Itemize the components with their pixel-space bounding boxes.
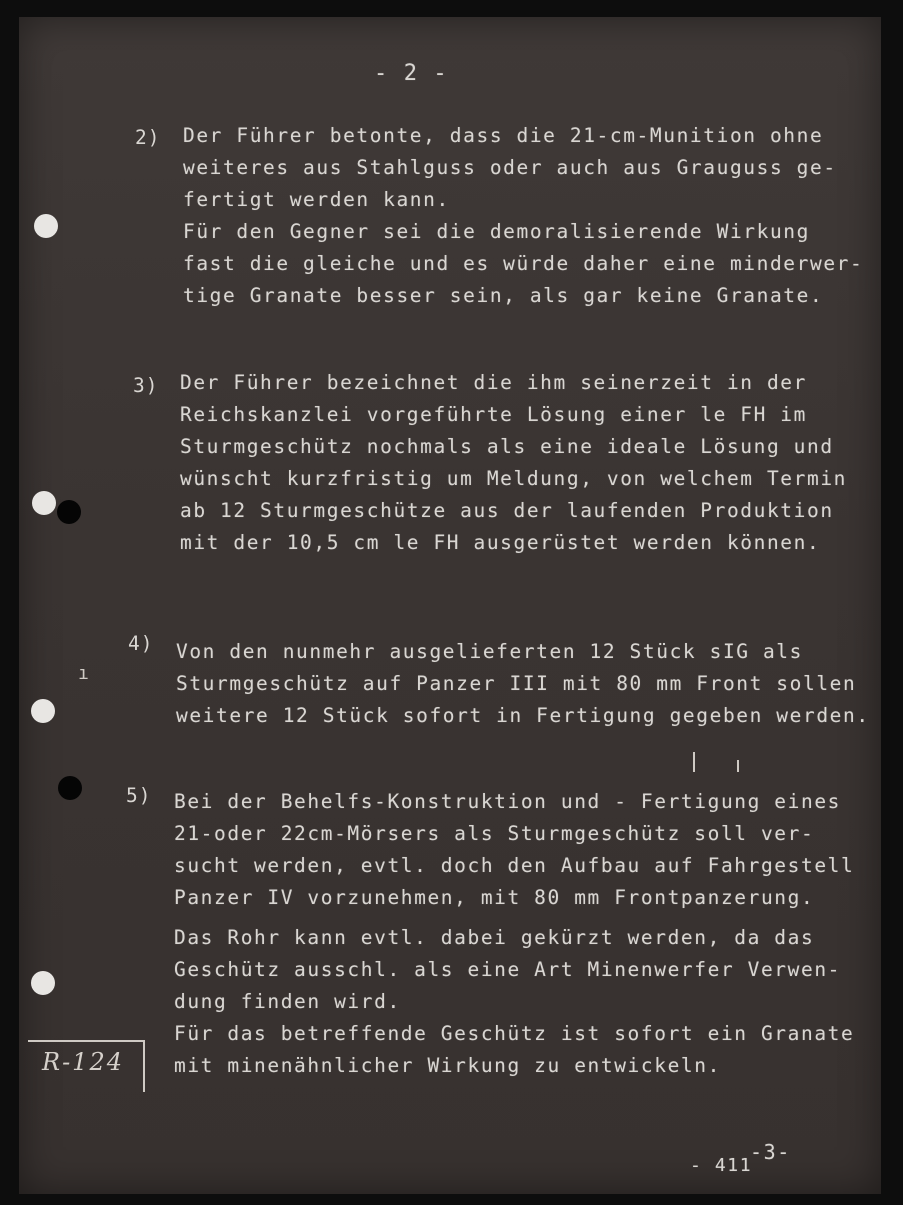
item-number: 2) [135,126,161,149]
text-line: sucht werden, evtl. doch den Aufbau auf Fahrgestell [174,854,855,877]
text-line: Sturmgeschütz auf Panzer III mit 80 mm Front sollen [176,672,857,695]
punch-hole [32,491,56,515]
item-2-paragraph [183,120,863,312]
text-line: Bei der Behelfs-Konstruktion und - Fertigung eines [174,790,841,813]
text-line: fast die gleiche und es würde daher eine minderwer- [183,252,864,275]
punch-hole [58,776,82,800]
margin-tick [693,752,695,772]
text-line: tige Granate besser sein, als gar keine Granate. [183,284,824,307]
punch-hole [31,699,55,723]
text-line: Der Führer betonte, dass die 21-cm-Munition ohne [183,124,824,147]
archive-stamp: R-124 [42,1048,124,1076]
text-line: mit der 10,5 cm le FH ausgerüstet werden können. [180,531,821,554]
text-line: fertigt werden kann. [183,188,450,211]
text-line: Sturmgeschütz nochmals als eine ideale Lösung und [180,435,834,458]
punch-hole [31,971,55,995]
text-line: wünscht kurzfristig um Meldung, von welchem Termin [180,467,847,490]
punch-hole [34,214,58,238]
text-line: dung finden wird. [174,990,401,1013]
text-line: Reichskanzlei vorgeführte Lösung einer le FH im [180,403,807,426]
text-line: Der Führer bezeichnet die ihm seinerzeit in der [180,371,807,394]
item-number: 3) [133,374,159,397]
margin-tick [737,760,739,772]
footer-number: - 411 [690,1155,753,1176]
text-line: Für das betreffende Geschütz ist sofort ein Granate [174,1022,855,1045]
page-number: - 2 - [374,61,449,86]
text-line: ab 12 Sturmgeschütze aus der laufenden Produktion [180,499,834,522]
item-5-paragraph [174,786,854,1082]
text-line: mit minenähnlicher Wirkung zu entwickeln. [174,1054,721,1077]
text-line: Panzer IV vorzunehmen, mit 80 mm Frontpanzerung. [174,886,815,909]
item-3-paragraph [180,367,847,559]
punch-hole [57,500,81,524]
item-number: 5) [126,784,152,807]
text-line: Für den Gegner sei die demoralisierende Wirkung [183,220,810,243]
text-line: 21-oder 22cm-Mörsers als Sturmgeschütz soll ver- [174,822,815,845]
text-line: Von den nunmehr ausgelieferten 12 Stück sIG als [176,640,803,663]
text-line: weitere 12 Stück sofort in Fertigung gegeben werden. [176,704,870,727]
next-page-marker: -3- [750,1140,791,1164]
margin-mark: ı [78,663,89,684]
item-4-paragraph [176,636,870,732]
item-number: 4) [128,632,154,655]
text-line: Geschütz ausschl. als eine Art Minenwerfer Verwen- [174,958,841,981]
text-line: Das Rohr kann evtl. dabei gekürzt werden, da das [174,926,815,949]
text-line: weiteres aus Stahlguss oder auch aus Grauguss ge- [183,156,837,179]
